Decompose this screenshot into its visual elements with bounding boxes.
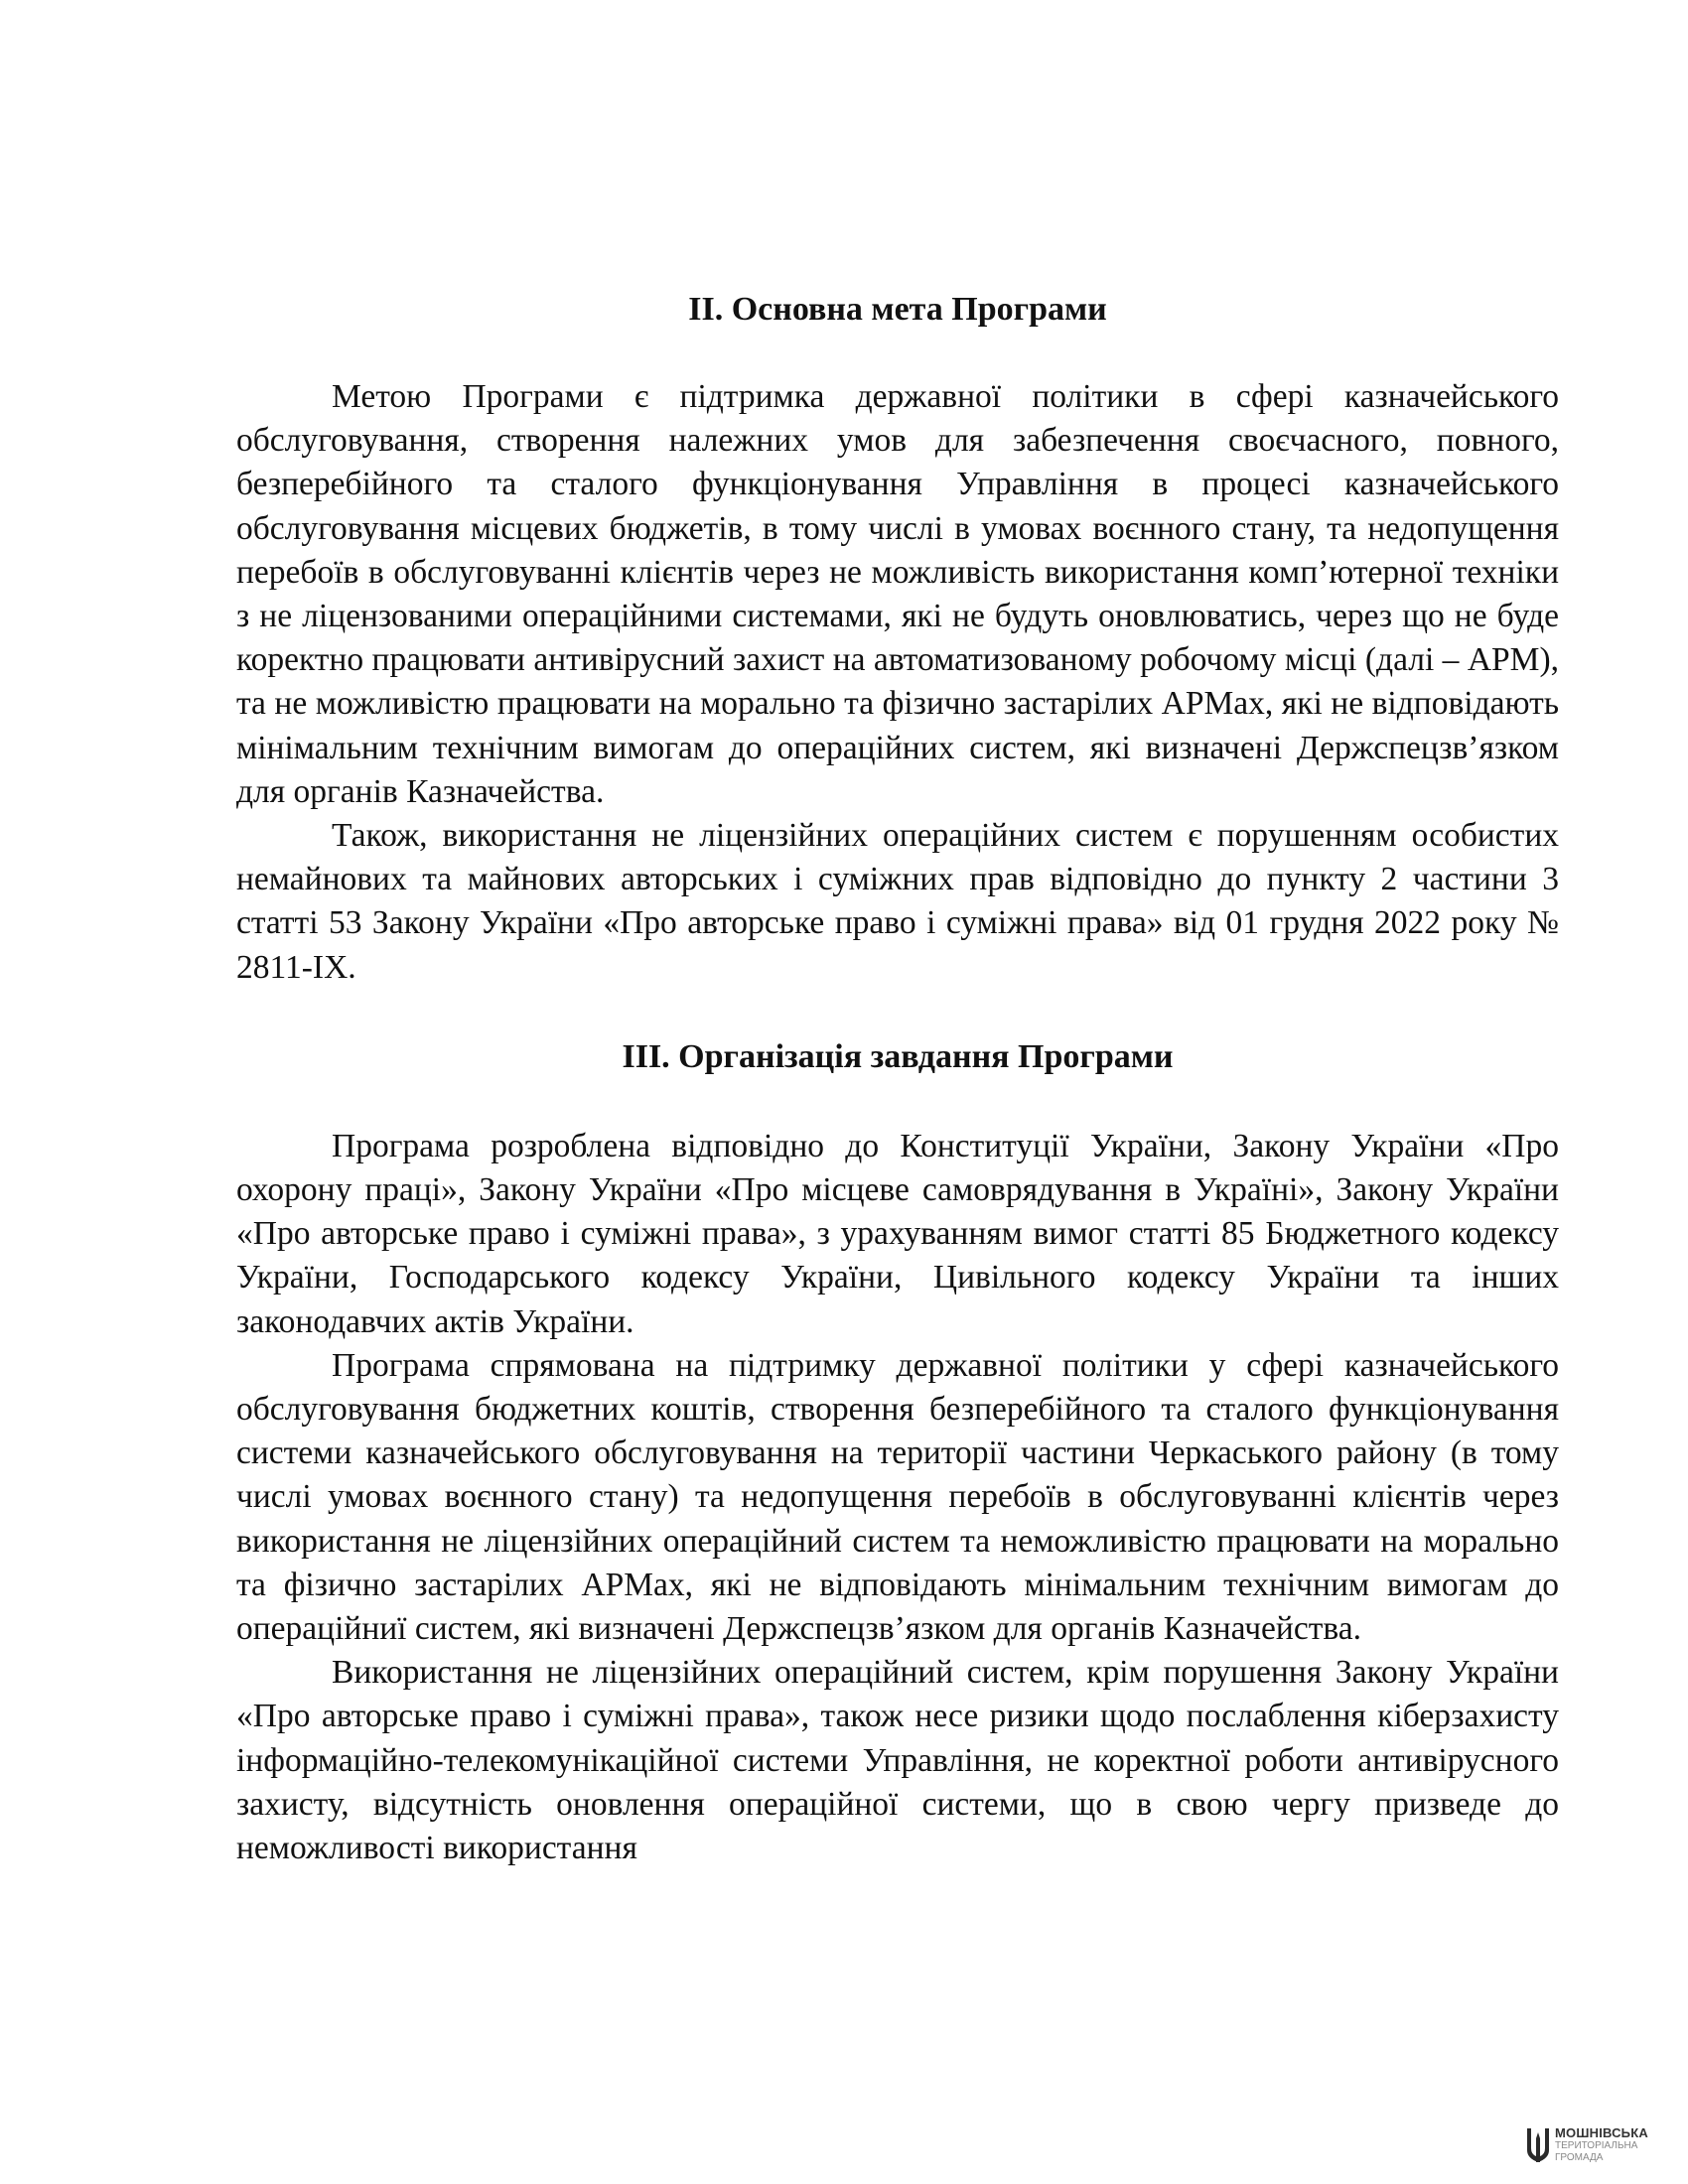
logo-text	[1555, 2126, 1648, 2163]
document-body	[236, 288, 1559, 1870]
section-3-paragraph-2: Програма спрямована на підтримку державної політики у сфері казначейського обслуговування бюджетних коштів, створення безперебійного та сталого функціонування системи казначейського обслуговування на території частини Черкаського району (в тому числі умовах воєнного стану) та недопущення перебоїв в обслуговуванні клієнтів через використання не ліцензійних операційний систем та неможливістю працювати на морально та фізично застарілих АРМах, які не відповідають мінімальним технічним вимогам до операційниї систем, які визначені Держспецзв’язком для органів Казначейства.	[236, 1346, 1559, 1648]
section-2-paragraph-1: Метою Програми є підтримка державної політики в сфері казначейського обслуговування, створення належних умов для забезпечення своєчасного, повного, безперебійного та сталого функціонування Управління в процесі казначейського обслуговування місцевих бюджетів, в тому числі в умовах воєнного стану, та недопущення перебоїв в обслуговуванні клієнтів через не можливість використання комп’ютерної техніки з не ліцензованими операційними системами, які не будуть оновлюватись, через що не буде коректно працювати антивірусний захист на автоматизованому робочому місці (далі – АРМ), та не можливістю працювати на морально та фізично застарілих АРМах, які не відповідають мінімальним технічним вимогам до операційних систем, які визначені Держспецзв’язком для органів Казначейства.	[236, 378, 1559, 810]
section-3-title: ІІІ. Організація завдання Програми	[622, 1037, 1174, 1075]
section-2-title: ІІ. Основна мета Програми	[688, 291, 1107, 328]
logo-subtitle-1: ТЕРИТОРІАЛЬНА	[1555, 2139, 1638, 2151]
community-logo	[1525, 2124, 1648, 2164]
logo-subtitle-2: ГРОМАДА	[1555, 2151, 1604, 2163]
trident-icon	[1525, 2124, 1551, 2164]
section-3-paragraph-3: Використання не ліцензійних операційний систем, крім порушення Закону України «Про авторське право і суміжні права», також несе ризики щодо послаблення кіберзахисту інформаційно-телекомунікаційної системи Управління, не коректної роботи антивірусного захисту, відсутність оновлення операційної системи, що в свою чергу призведе до неможливості використання	[236, 1654, 1559, 1867]
logo-name: МОШНІВСЬКА	[1555, 2124, 1648, 2140]
section-2-paragraph-2: Також, використання не ліцензійних операційних систем є порушенням особистих немайнових та майнових авторських і суміжних прав відповідно до пункту 2 частини 3 статті 53 Закону України «Про авторське право і суміжні права» від 01 грудня 2022 року № 2811-ІХ.	[236, 817, 1559, 986]
section-3-paragraph-1: Програма розроблена відповідно до Конституції України, Закону України «Про охорону праці», Закону України «Про місцеве самоврядування в Україні», Закону України «Про авторське право і суміжні права», з урахуванням вимог статті 85 Бюджетного кодексу України, Господарського кодексу України, Цивільного кодексу України та інших законодавчих актів України.	[236, 1127, 1559, 1340]
